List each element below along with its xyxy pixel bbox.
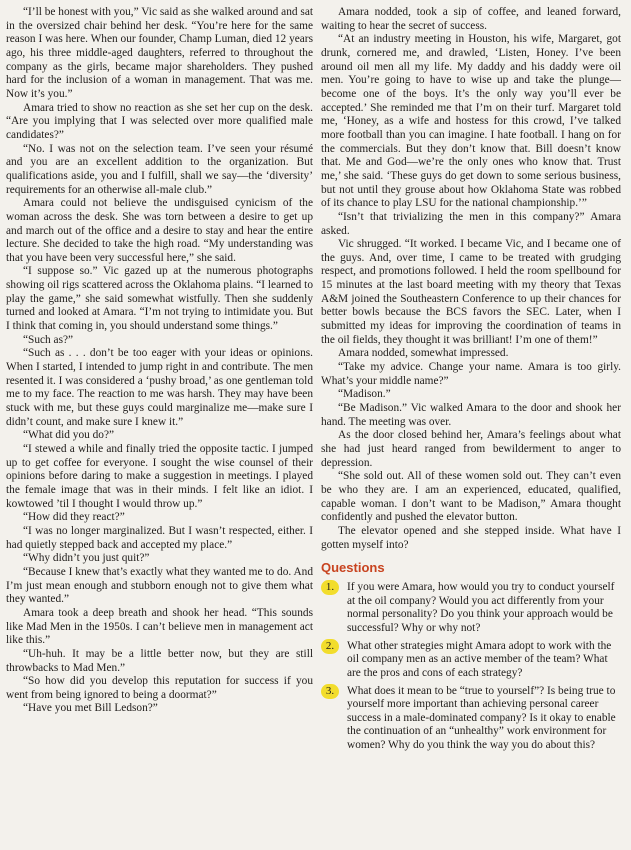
paragraph: “How did they react?”	[23, 511, 125, 524]
paragraph: “Because I knew that’s exactly what they wanted me to do. And I’m just mean enough and stubborn enough not to give them what they wanted.”	[6, 565, 313, 606]
paragraph: “Such as?”	[23, 333, 74, 346]
paragraph: Vic shrugged. “It worked. I became Vic, and I became one of the guys. And, over time, I came to be treated with grudging respect, and promotions followed. I held the room spellbound for 15 minutes at the last board meeting with my theory that Texas A&M joined the Southeastern Conference to up their chances for better bowls because the BCS favors the SEC. Later, when I submitted my ideas for improving the coordination of teams in the oil fields, they thought it was brilliant! I’m one of them!”	[321, 238, 621, 346]
question-number-badge: 3.	[321, 684, 339, 699]
paragraph: “Isn’t that trivializing the men in this company?” Amara asked.	[321, 210, 621, 237]
paragraph: As the door closed behind her, Amara’s feelings about what she had just heard ranged from bewilderment to anger to depression.	[321, 429, 621, 469]
paragraph: “No. I was not on the selection team. I’ve seen your résumé and you are an excellent addition to the organization. But qualifications aside, you and I fulfill, shall we say—the ‘diversity’ requirements for an otherwise all-male club.”	[6, 142, 313, 196]
paragraph: “Why didn’t you just quit?”	[23, 552, 150, 565]
question-number-badge: 1.	[321, 580, 339, 595]
question-number-badge: 2.	[321, 639, 339, 654]
question-text: What does it mean to be “true to yourself”? Is being true to yourself more important than achieving personal career success in a male-dominated company? Is it okay to enable the continuation of an “unhealthy” work environment for women? Why do you think the way you do about this?	[347, 684, 616, 752]
paragraph: “I suppose so.” Vic gazed up at the numerous photographs showing oil rigs scattered across the Oklahoma plains. “I learned to play the game,” she said somewhat wistfully. Then she suddenly turned and looked at Amara. “I’m not trying to intimidate you. But I think that coming in, you should understand some things.”	[6, 265, 313, 333]
question-item	[321, 640, 621, 681]
paragraph: “Madison.”	[338, 388, 391, 401]
paragraph: “I’ll be honest with you,” Vic said as she walked around and sat in the oversized chair behind her desk. “You’re here for the same reason I was here. When our founder, Champ Luman, died 12 years ago, his three middle-aged daughters, referred to throughout the company as the girls, became major shareholders. They pushed hard for the inclusion of a woman in management. That was me. Now it’s you.”	[6, 6, 313, 100]
paragraph: Amara took a deep breath and shook her head. “This sounds like Mad Men in the 1950s. I can’t believe men in management act like this.”	[6, 606, 313, 647]
questions-heading: Questions	[321, 560, 385, 576]
paragraph: Amara nodded, somewhat impressed.	[338, 347, 509, 360]
paragraph: The elevator opened and she stepped inside. What have I gotten myself into?	[321, 524, 621, 551]
paragraph: Amara nodded, took a sip of coffee, and leaned forward, waiting to hear the secret of success.	[321, 6, 621, 32]
right-text-column	[321, 6, 621, 757]
paragraph: “Take my advice. Change your name. Amara is too girly. What’s your middle name?”	[321, 361, 621, 387]
question-text: What other strategies might Amara adopt to work with the oil company men as an active member of the team? What are the pros and cons of each strategy?	[347, 639, 612, 679]
paragraph: “What did you do?”	[23, 429, 115, 442]
paragraph: “I stewed a while and finally tried the opposite tactic. I jumped up to get coffee for everyone. I sought the wise counsel of their opinions before daring to make a suggestion in meetings. I played the female image that was in their minds. I felt like an idiot. I kowtowed ’til I thought I would throw up.”	[6, 443, 313, 510]
paragraph: Amara tried to show no reaction as she set her cup on the desk. “Are you implying that I was selected over more qualified male candidates?”	[6, 101, 313, 141]
question-item	[321, 685, 621, 753]
paragraph: “She sold out. All of these women sold out. They can’t even be who they are. I am an experienced, educated, qualified, capable woman. I don’t want to be Madison,” Amara thought confidently and pushed the elevator button.	[321, 470, 621, 524]
paragraph: “Be Madison.” Vic walked Amara to the door and shook her hand. The meeting was over.	[321, 402, 621, 428]
paragraph: “Such as . . . don’t be too eager with your ideas or opinions. When I started, I intended to jump right in and contribute. The men resented it. I was considered a ‘pushy broad,’ as one gentleman told me to my face. The reaction to me was harsh. They may have been stuck with me, but these guys could marginalize me—make sure I didn’t count, and make sure I knew it.”	[6, 347, 313, 428]
paragraph: “Uh-huh. It may be a little better now, but they are still throwbacks to Mad Men.”	[6, 647, 313, 674]
question-text: If you were Amara, how would you try to conduct yourself at the oil company? Would you act differently from your normal personality? Do you think your approach would be successful? Why or why not?	[347, 580, 615, 634]
left-text-column	[6, 6, 313, 716]
paragraph: “Have you met Bill Ledson?”	[23, 702, 158, 715]
paragraph: “So how did you develop this reputation for success if you went from being ignored to being a doormat?”	[6, 675, 313, 701]
paragraph: Amara could not believe the undisguised cynicism of the woman across the desk. She was torn between a desire to get up and march out of the office and a desire to stay and hear the entire lecture. She decided to take the high road. “My understanding was that you have been very successful here,” she said.	[6, 197, 313, 264]
question-item	[321, 581, 621, 636]
paragraph: “At an industry meeting in Houston, his wife, Margaret, got drunk, cornered me, and drawled, ‘Listen, Honey. I’ve been around oil men all my life. My daddy and his daddy were oil men. You’re going to have to wise up and take the plunge—become one of the boys. It’s the only way you’ll ever be accepted.’ She reminded me that I’m on their turf. Margaret told me, ‘Honey, as a wife and hostess for this crowd, I’ve talked more football than you can imagine. I hate football. I hang on for the commercials. But they don’t know that. Bill doesn’t know that. Me and God—we’re the only ones who know that. Trust me,’ she said. ‘These guys do get down to some serious business, but not until they grouse about how Oklahoma State was robbed of its chance to play LSU for the national championship.’”	[321, 33, 621, 210]
paragraph: “I was no longer marginalized. But I wasn’t respected, either. I had quietly stepped back and accepted my place.”	[6, 524, 313, 551]
